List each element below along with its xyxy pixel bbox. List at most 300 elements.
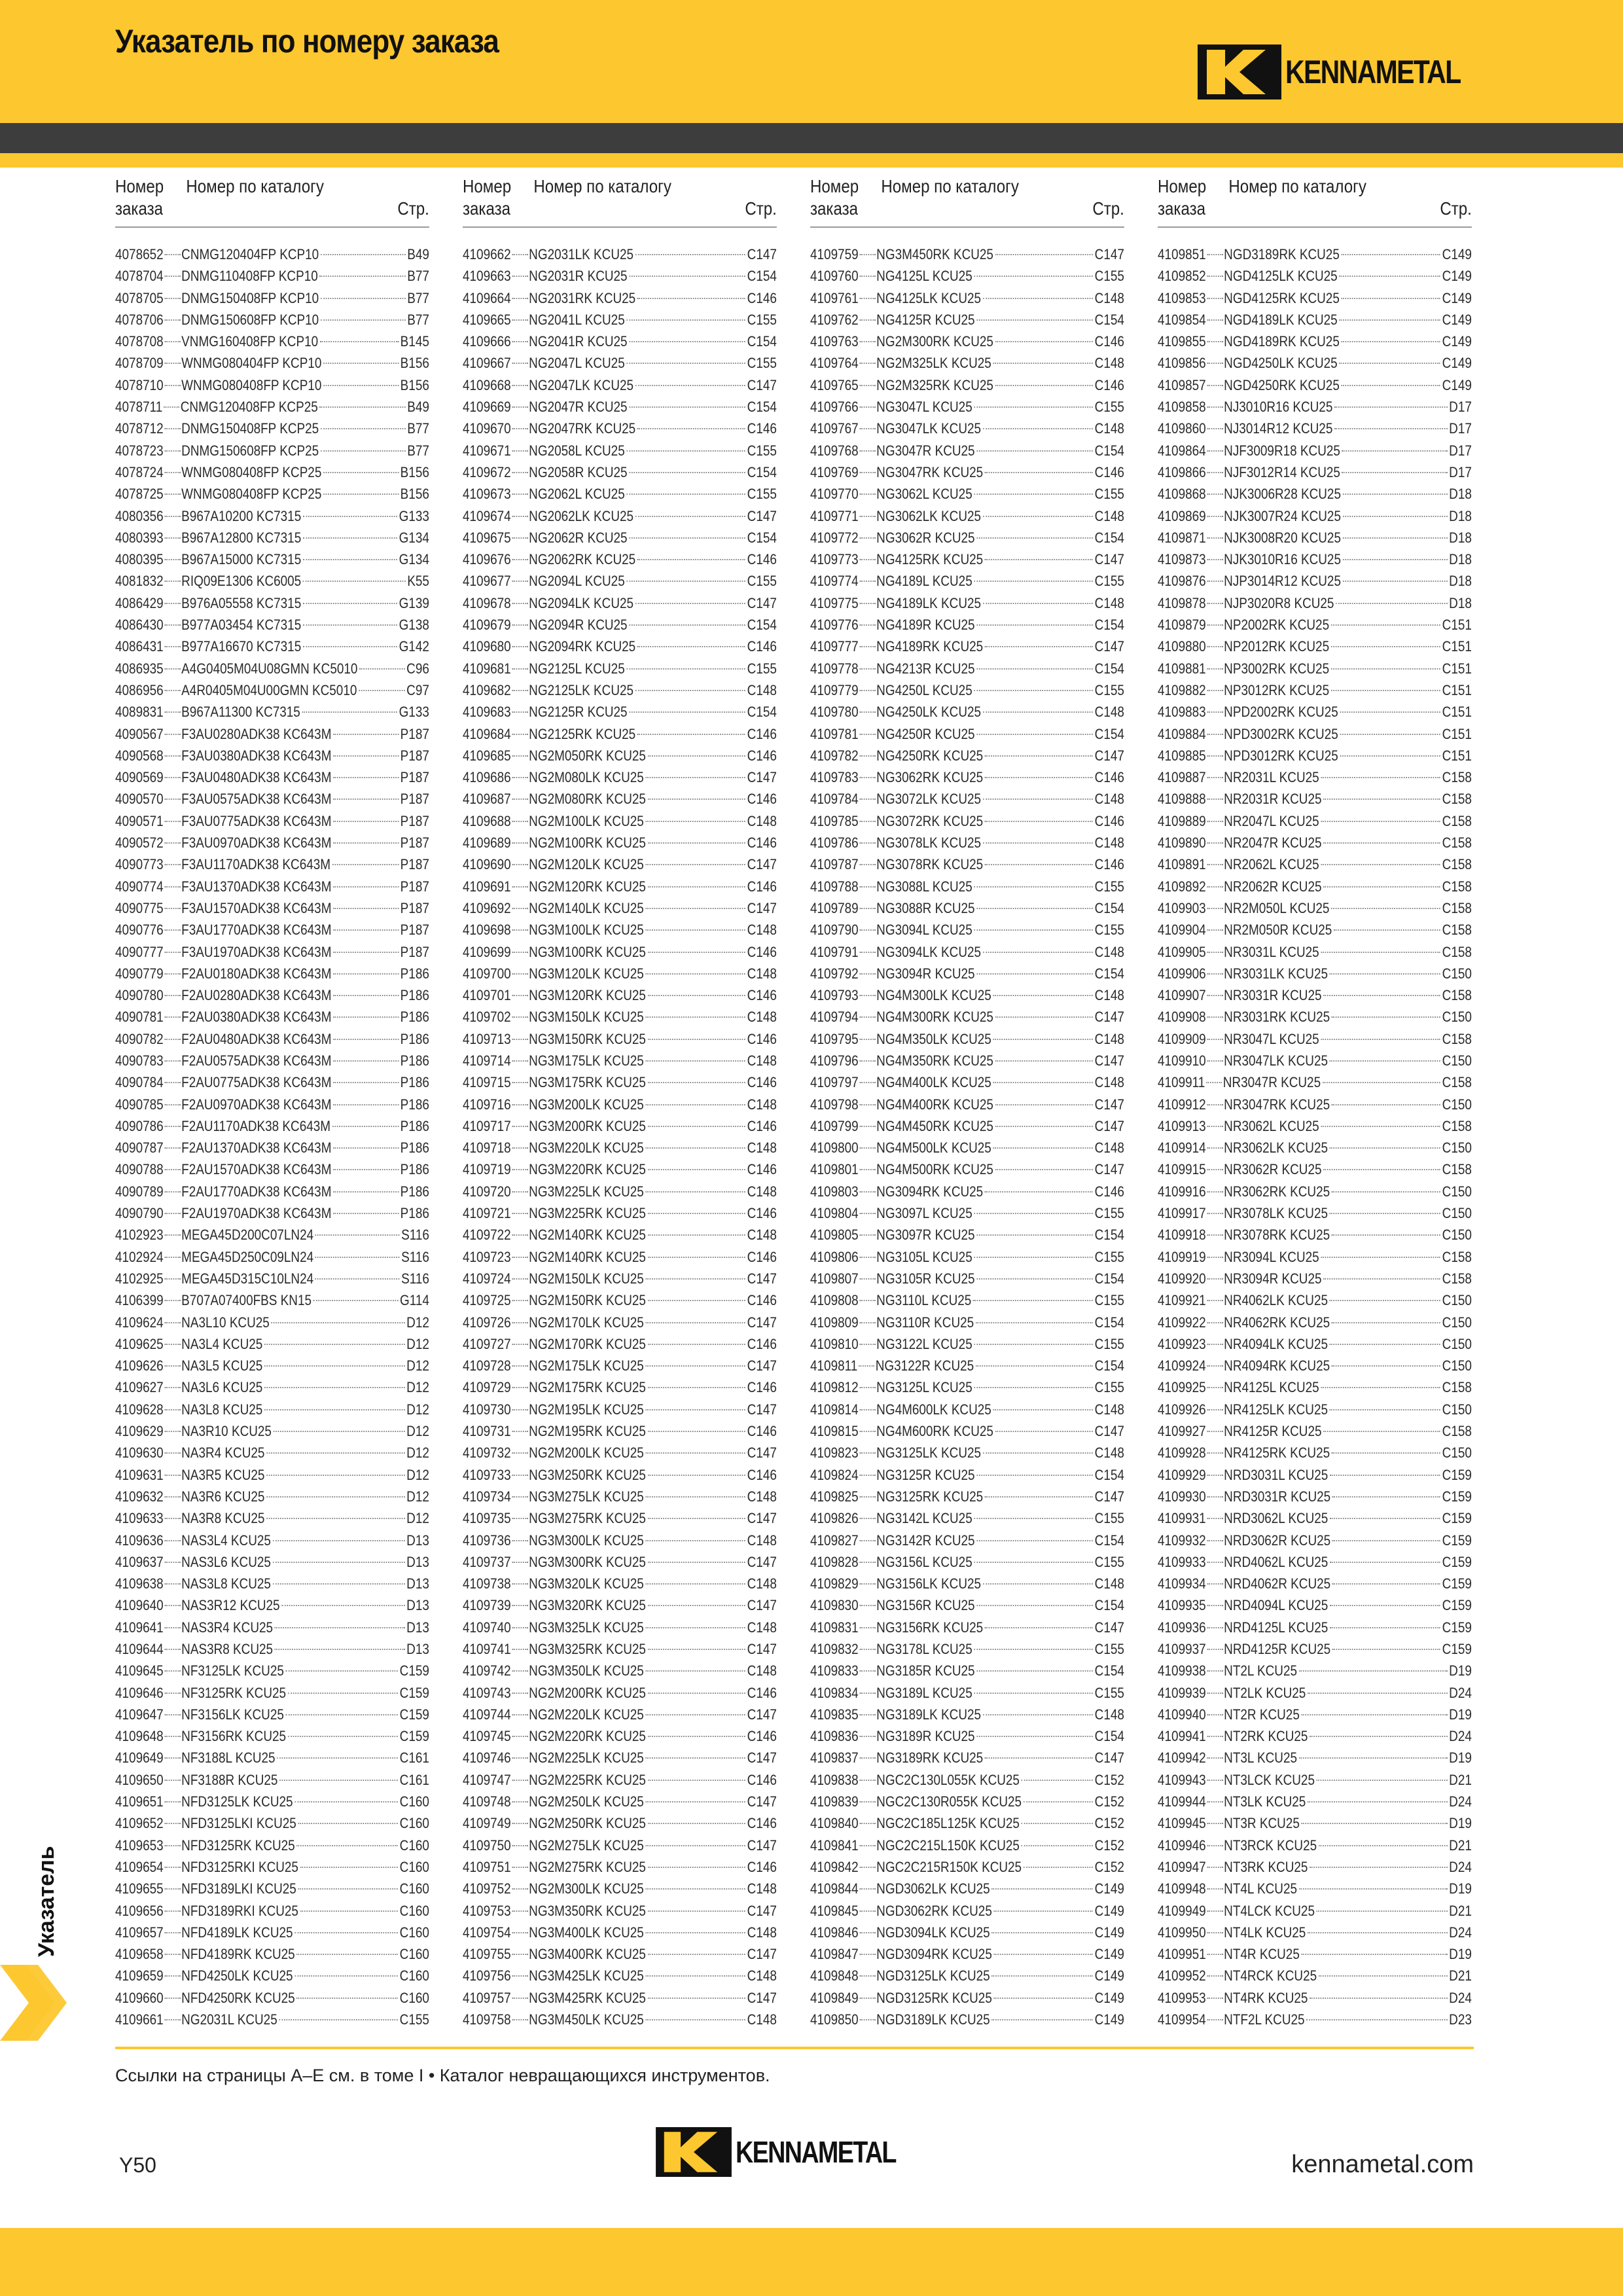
dot-leader [1342,472,1448,473]
page-ref: C158 [1442,943,1472,960]
table-row [810,1660,1124,1681]
table-row [115,679,429,701]
dot-leader [648,1169,746,1170]
dot-leader [974,1693,1093,1694]
dot-leader [359,690,405,691]
order-number: 4109912 [1158,1096,1206,1113]
dot-leader [859,690,875,691]
dot-leader [974,886,1093,888]
catalog-number: NJP3014R12 KCU25 [1224,573,1341,590]
page-ref: C155 [1094,1510,1124,1527]
table-row [115,941,429,963]
table-row [463,723,777,745]
table-row [810,1333,1124,1355]
dot-leader [985,1496,1093,1498]
table-row [810,1486,1124,1507]
page-ref: C147 [1094,747,1124,764]
dot-leader [1339,276,1440,277]
dot-leader [993,1409,1093,1410]
page-ref: C150 [1442,1335,1472,1352]
dot-leader [1299,1757,1448,1759]
dot-leader [266,1452,405,1454]
table-row [810,679,1124,701]
dot-leader [648,1234,746,1236]
page-ref: C148 [747,1662,777,1679]
order-number: 4109663 [463,268,511,285]
table-row [463,963,777,984]
dot-leader [1323,798,1440,800]
table-row [810,570,1124,592]
dot-leader [1207,1583,1222,1585]
table-row [463,1507,777,1529]
dot-leader [645,1670,745,1672]
dot-leader [303,559,397,560]
page-ref: C147 [747,1946,777,1963]
order-number: 4109720 [463,1183,511,1200]
dot-leader [859,1452,875,1454]
page-ref: D12 [406,1379,429,1396]
table-row [1158,1399,1472,1420]
table-row [115,1530,429,1551]
table-row [1158,1312,1472,1333]
dot-leader [1207,1278,1222,1280]
order-number: 4109950 [1158,1924,1206,1941]
page-ref: G138 [399,617,429,634]
page-ref: P187 [400,791,429,808]
catalog-number: NG3M120LK KCU25 [529,965,644,982]
order-number: 4109915 [1158,1161,1206,1178]
dot-leader [645,1975,745,1977]
page-ref: C147 [1094,551,1124,568]
dot-leader [859,711,875,713]
table-row [810,1158,1124,1180]
catalog-number: NG3125R KCU25 [876,1466,975,1483]
dot-leader [164,908,180,909]
order-number: 4109731 [463,1423,511,1440]
dot-leader [164,385,180,386]
dot-leader [164,1365,180,1367]
table-row [810,614,1124,636]
dot-leader [164,537,180,539]
dot-leader [333,1104,399,1105]
page-ref: C154 [747,463,777,480]
table-row [1158,1747,1472,1768]
page-ref: C148 [747,1096,777,1113]
order-number: 4109756 [463,1967,511,1984]
table-row [1158,461,1472,483]
order-number: 4109858 [1158,399,1206,416]
order-number: 4109721 [463,1205,511,1222]
dot-leader [1207,1496,1222,1498]
page-ref: D19 [1449,1946,1472,1963]
order-number: 4078724 [115,463,164,480]
table-row [463,440,777,461]
order-number: 4109804 [810,1205,859,1222]
page-ref: D12 [406,1314,429,1331]
table-row [463,418,777,439]
side-tab [26,1793,65,1964]
order-number: 4109873 [1158,551,1206,568]
dot-leader [1207,1562,1222,1563]
order-number: 4109785 [810,812,859,829]
catalog-number: NG2031L KCU25 [181,2011,277,2028]
catalog-number: NR2M050L KCU25 [1224,899,1330,916]
catalog-number: NG3097L KCU25 [876,1205,972,1222]
page-ref: D21 [1449,1771,1472,1788]
dot-leader [319,276,405,277]
dot-leader [1332,1452,1440,1454]
order-number: 4109779 [810,681,859,698]
index-column-2 [463,174,777,2030]
table-row [463,1856,777,1878]
page-ref: C159 [1442,1553,1472,1570]
catalog-number: NRD4062L KCU25 [1224,1553,1329,1570]
order-number: 4109767 [810,420,859,437]
dot-leader [635,254,745,255]
order-number: 4109907 [1158,987,1206,1004]
dot-leader [164,1475,180,1476]
order-number: 4109925 [1158,1379,1206,1396]
dot-leader [993,1910,1093,1912]
page-ref: D12 [406,1401,429,1418]
table-row [115,418,429,439]
dot-leader [645,929,745,931]
page-ref: D18 [1449,551,1472,568]
table-row [1158,1682,1472,1704]
table-row [1158,1551,1472,1573]
catalog-number: VNMG160408FP KCP10 [181,333,319,350]
table-row [463,1137,777,1158]
order-number: 4109911 [1158,1074,1205,1091]
order-number: 4109798 [810,1096,859,1113]
order-number: 4109786 [810,834,859,852]
table-row [463,876,777,897]
catalog-number: F3AU1170ADK38 KC643M [181,856,331,873]
table-row [463,1551,777,1573]
page-ref: D24 [1449,1728,1472,1745]
dot-leader [302,711,397,713]
catalog-number: NTF2L KCU25 [1224,2011,1305,2028]
catalog-number: NF3188L KCU25 [181,1749,276,1767]
catalog-number: NT4RK KCU25 [1224,1989,1308,2006]
page-ref: C155 [1094,1205,1124,1222]
dot-leader [985,1627,1093,1628]
chevron-right-icon [0,1965,72,2041]
dot-leader [333,777,399,778]
table-row [115,897,429,919]
dot-leader [512,777,527,778]
dot-leader [321,254,406,255]
table-row [810,876,1124,897]
dot-leader [1207,341,1222,342]
order-number: 4109846 [810,1924,859,1941]
order-number: 4109666 [463,333,511,350]
header-order-number: Номер заказа [1158,176,1207,219]
table-row [115,1747,429,1768]
catalog-number: NFD3189RKI KCU25 [181,1902,298,1919]
catalog-number: NG3M450RK KCU25 [876,246,993,262]
index-column-4 [1158,174,1472,2030]
table-row [810,1638,1124,1660]
table-row [810,548,1124,570]
dot-leader [1207,668,1222,670]
dot-leader [512,1627,527,1628]
table-row [1158,1094,1472,1115]
dot-leader [512,406,527,408]
dot-leader [164,995,180,996]
dot-leader [645,1583,745,1585]
catalog-number: NG2M175RK KCU25 [529,1379,646,1396]
table-row [115,701,429,723]
page-ref: C146 [747,1379,777,1396]
page-ref: C149 [1442,268,1472,285]
catalog-number: DNMG150408FP KCP25 [181,420,319,437]
order-number: 4078710 [115,376,164,393]
order-number: 4109678 [463,594,511,611]
order-number: 4109742 [463,1662,511,1679]
website-link[interactable]: kennametal.com [1291,2151,1474,2178]
dot-leader [333,1147,399,1149]
page-ref: C149 [1442,311,1472,328]
table-row [810,1289,1124,1311]
catalog-number: NR3047L KCU25 [1224,1030,1319,1047]
page-ref: C158 [1442,1248,1472,1265]
order-number: 4090776 [115,922,164,939]
order-number: 4109661 [115,2011,164,2028]
table-row [115,548,429,570]
order-number: 4109679 [463,617,511,634]
catalog-number: NG2062RK KCU25 [529,551,636,568]
catalog-number: NG2M195RK KCU25 [529,1423,646,1440]
dot-leader [512,1670,527,1672]
catalog-number: NG4M300LK KCU25 [876,987,991,1004]
dot-leader [1332,1583,1440,1585]
page-ref: D24 [1449,1989,1472,2006]
dot-leader [859,821,875,822]
dot-leader [1321,864,1440,865]
order-number: 4090777 [115,943,164,960]
catalog-number: WNMG080408FP KCP25 [181,463,322,480]
order-number: 4109832 [810,1641,859,1657]
table-row [463,1028,777,1050]
dot-leader [985,472,1093,473]
order-number: 4109645 [115,1662,164,1679]
table-row [810,1137,1124,1158]
dot-leader [512,1344,527,1345]
table-row [1158,287,1472,309]
order-number: 4109752 [463,1880,511,1897]
order-number: 4109776 [810,617,859,634]
dot-leader [648,1213,746,1214]
page-ref: P187 [400,878,429,895]
dot-leader [1207,1627,1222,1628]
dot-leader [1321,821,1440,822]
table-row [463,636,777,657]
page-ref: C146 [747,1858,777,1875]
dot-leader [1207,1300,1222,1301]
page-ref: C146 [747,1292,777,1309]
dot-leader [648,1475,746,1476]
table-row [1158,614,1472,636]
kennametal-logo [1198,45,1499,99]
dot-leader [298,1823,398,1824]
table-row [810,265,1124,287]
dot-leader [859,1278,875,1280]
order-number: 4102925 [115,1270,164,1287]
order-number: 4109797 [810,1074,859,1091]
table-row [1158,1943,1472,1965]
order-number: 4109681 [463,660,511,677]
dot-leader [264,1365,405,1367]
catalog-number: NR3031LK KCU25 [1224,965,1329,982]
table-row [463,1704,777,1725]
dot-leader [1331,908,1440,909]
dot-leader [859,973,875,975]
dot-leader [1207,472,1222,473]
page-ref: C148 [747,1183,777,1200]
table-row [1158,1028,1472,1050]
order-number: 4086429 [115,594,164,611]
dot-leader [1207,1257,1222,1258]
dot-leader [164,559,180,560]
header-catalog-number: Номер по каталогу [533,176,671,196]
page-ref: D21 [1449,1837,1472,1854]
table-row [1158,745,1472,766]
order-number: 4109815 [810,1423,859,1440]
table-row [810,1246,1124,1268]
page-ref: C148 [1094,507,1124,524]
order-number: 4109631 [115,1466,164,1483]
dot-leader [1207,1693,1222,1694]
dot-leader [333,755,399,757]
catalog-number: NR3094R KCU25 [1224,1270,1322,1287]
catalog-number: NG2047L KCU25 [529,355,625,372]
order-number: 4109647 [115,1706,164,1723]
dot-leader [164,493,180,495]
order-number: 4109864 [1158,442,1206,459]
table-row [1158,1246,1472,1268]
page-ref: C151 [1442,681,1472,698]
dot-leader [512,1867,527,1868]
page-ref: C160 [399,1902,429,1919]
order-number: 4089831 [115,704,164,721]
page-ref: C148 [1094,1706,1124,1723]
page-ref: C148 [747,1139,777,1157]
dot-leader [164,1867,180,1868]
catalog-number: NR4125L KCU25 [1224,1379,1319,1396]
dot-leader [859,254,875,255]
table-row [810,1987,1124,2009]
catalog-number: NRD3062L KCU25 [1224,1510,1329,1527]
catalog-number: NGD3094RK KCU25 [876,1946,992,1963]
dot-leader [164,929,180,931]
dot-leader [1339,319,1440,321]
catalog-number: NT4RCK KCU25 [1224,1967,1317,1984]
table-row [463,1943,777,1965]
dot-leader [1207,842,1222,844]
dot-leader [859,1104,875,1105]
order-number: 4109777 [810,638,859,655]
page-ref: C159 [1442,1510,1472,1527]
page-ref: D18 [1449,529,1472,546]
dot-leader [974,690,1093,691]
catalog-number: DNMG150408FP KCP10 [181,289,319,306]
dot-leader [983,1714,1093,1715]
page-ref: D17 [1449,399,1472,416]
page-ref: C158 [1442,812,1472,829]
order-number: 4109674 [463,507,511,524]
table-row [810,396,1124,418]
page-ref: C146 [1094,463,1124,480]
dot-leader [1207,1475,1222,1476]
catalog-number: NG3122R KCU25 [875,1357,974,1374]
dot-leader [512,1801,527,1803]
order-number: 4109685 [463,747,511,764]
page-ref: C150 [1442,1401,1472,1418]
dot-leader [164,777,180,778]
catalog-number: WNMG080408FP KCP25 [181,486,322,503]
order-number: 4081832 [115,573,164,590]
header-order-number: Номер заказа [463,176,512,219]
dot-leader [512,624,527,626]
dot-leader [859,886,875,888]
page-ref: C159 [399,1706,429,1723]
page-ref: C154 [1094,1466,1124,1483]
table-row [1158,1660,1472,1681]
order-number: 4109946 [1158,1837,1206,1854]
page-ref: C152 [1094,1837,1124,1854]
catalog-number: NG3094LK KCU25 [876,943,982,960]
dot-leader [648,1126,746,1127]
page-ref: C147 [747,1706,777,1723]
table-row [810,461,1124,483]
dot-leader [1331,690,1440,691]
catalog-number: NG3M300LK KCU25 [529,1532,644,1549]
table-row [115,1617,429,1638]
dot-leader [626,363,745,364]
order-number: 4109732 [463,1444,511,1462]
order-number: 4109796 [810,1052,859,1069]
table-row [463,1050,777,1071]
dot-leader [983,1583,1093,1585]
table-row [463,1987,777,2009]
catalog-number: NR3031R KCU25 [1224,987,1322,1004]
table-row [115,243,429,265]
catalog-number: NGD4250RK KCU25 [1224,376,1340,393]
order-number: 4078725 [115,486,164,503]
catalog-number: NRD4062R KCU25 [1224,1575,1331,1592]
order-number: 4109884 [1158,725,1206,742]
dot-leader [164,755,180,757]
order-number: 4109844 [810,1880,859,1897]
table-row [1158,1704,1472,1725]
dot-leader [1207,1757,1222,1759]
order-number: 4109673 [463,486,511,503]
page-ref: C154 [747,704,777,721]
page-ref: P187 [400,769,429,786]
catalog-number: NG3M350RK KCU25 [529,1902,646,1919]
catalog-number: NA3L6 KCU25 [181,1379,263,1396]
order-number: 4109670 [463,420,511,437]
dot-leader [164,1780,180,1781]
order-number: 4109640 [115,1597,164,1614]
order-number: 4109851 [1158,246,1206,262]
order-number: 4090782 [115,1030,164,1047]
dot-leader [164,711,180,713]
dot-leader [983,603,1093,604]
dot-leader [512,1365,527,1367]
dot-leader [1207,995,1222,996]
